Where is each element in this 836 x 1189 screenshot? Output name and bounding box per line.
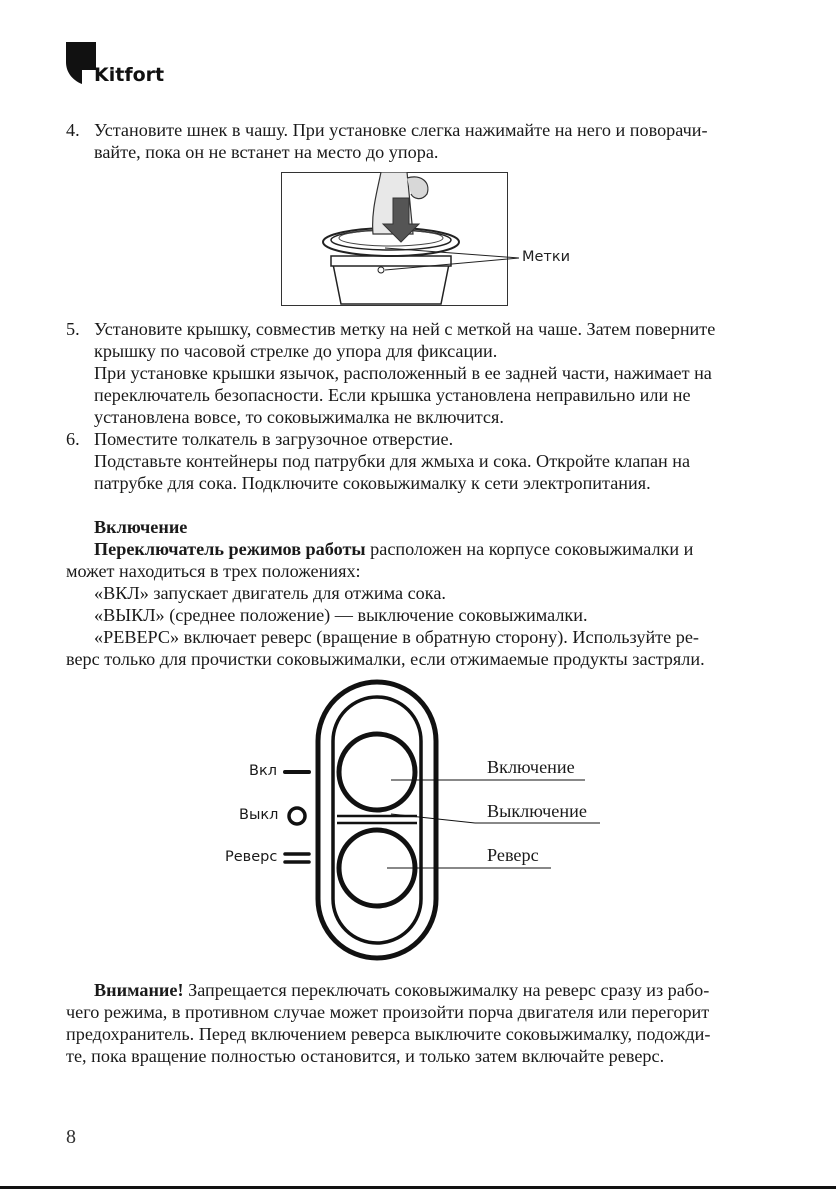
switch-label-off: Выкл <box>239 807 279 823</box>
warning-line-2: чего режима, в противном случае может произойти порча двигателя или перегорит <box>66 1002 710 1022</box>
step-6-line-1: Поместите толкатель в загрузочное отверстие. <box>94 429 454 449</box>
callout-off: Выключение <box>487 801 587 821</box>
mode-off-description: «ВЫКЛ» (среднее положение) — выключение соковыжималки. <box>94 605 588 625</box>
step-6-line-2: Подставьте контейнеры под патрубки для жмыха и сока. Откройте клапан на <box>94 451 691 471</box>
switch-label-reverse: Реверс <box>225 849 278 865</box>
mode-switch-term: Переключатель режимов работы <box>94 539 366 559</box>
mode-switch-intro-line-2: может находиться в трех положениях: <box>66 561 361 581</box>
callout-reverse: Реверс <box>487 845 539 865</box>
mode-reverse-description: «РЕВЕРС» включает реверс (вращение в обратную сторону). Используйте ре- <box>94 627 699 647</box>
warning-line-4: те, пока вращение полностью остановится, и только затем включайте реверс. <box>66 1046 665 1066</box>
step-5-line-3: При установке крышки язычок, расположенный в ее задней части, нажимает на <box>94 363 712 383</box>
warning-line-3: предохранитель. Перед включением реверса выключите соковыжималку, подожди- <box>66 1024 711 1044</box>
step-4-line-1: Установите шнек в чашу. При установке слегка нажимайте на него и поворачи- <box>94 120 708 140</box>
step-5-line-1: Установите крышку, совместив метку на ней с меткой на чаше. Затем поверните <box>94 319 716 339</box>
marks-callout-label: Метки <box>522 249 571 265</box>
warning-line-1: Внимание! Запрещается переключать соковыжималку на реверс сразу из рабо- <box>94 980 710 1000</box>
mode-reverse-description-line-2: верс только для прочистки соковыжималки, если отжимаемые продукты застряли. <box>66 649 705 669</box>
brand-logo <box>64 40 174 90</box>
page-number: 8 <box>66 1126 76 1148</box>
mode-switch-intro: Переключатель режимов работы расположен на корпусе соковыжималки и <box>94 539 694 559</box>
brand-name: Kitfort <box>94 64 165 86</box>
mode-switch-figure <box>215 678 615 963</box>
mode-on-description: «ВКЛ» запускает двигатель для отжима сока. <box>94 583 446 603</box>
step-4-number: 4. <box>66 120 80 140</box>
step-6-number: 6. <box>66 429 80 449</box>
switch-upper-button <box>339 734 415 810</box>
switch-label-on: Вкл <box>249 763 277 779</box>
step-5-line-2: крышку по часовой стрелке до упора для фиксации. <box>94 341 498 361</box>
off-symbol-icon <box>289 808 305 824</box>
auger-figure <box>281 172 571 306</box>
step-5-line-5: установлена вовсе, то соковыжималка не включится. <box>94 407 504 427</box>
step-6-line-3: патрубке для сока. Подключите соковыжималку к сети электропитания. <box>94 473 651 493</box>
warning-label: Внимание! <box>94 980 184 1000</box>
section-heading: Включение <box>94 517 188 537</box>
step-5-line-4: переключатель безопасности. Если крышка установлена неправильно или не <box>94 385 691 405</box>
callout-on: Включение <box>487 757 575 777</box>
step-4-line-2: вайте, пока он не встанет на место до упора. <box>94 142 439 162</box>
step-5-number: 5. <box>66 319 80 339</box>
